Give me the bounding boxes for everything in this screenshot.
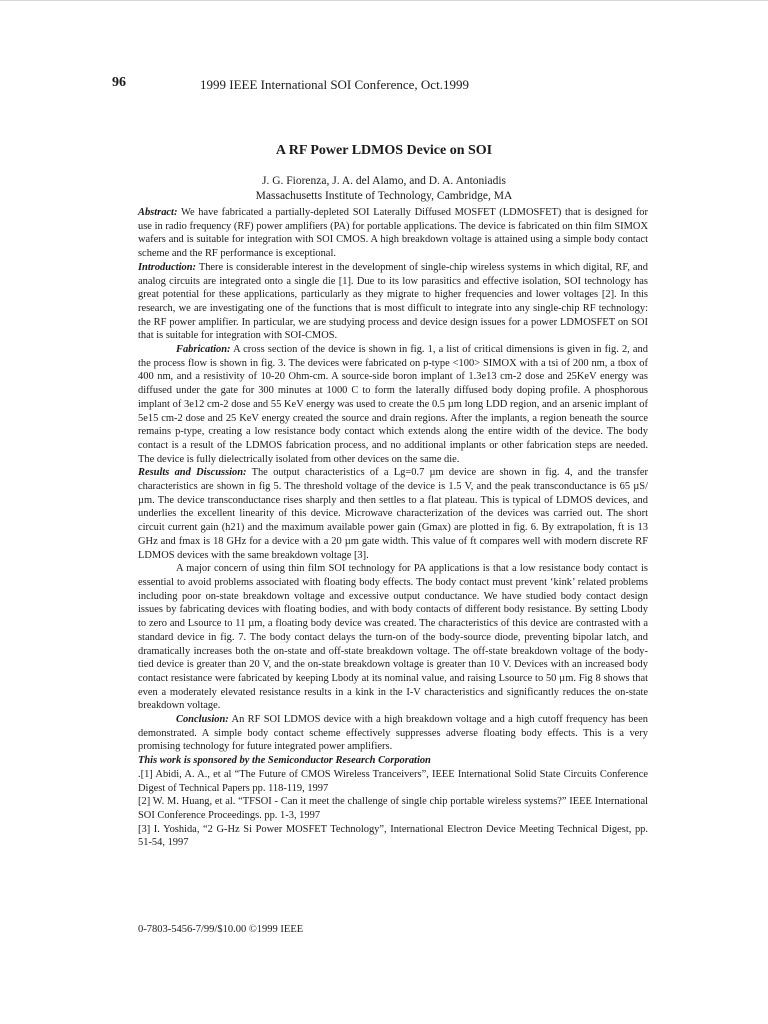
paper-title: A RF Power LDMOS Device on SOI bbox=[275, 143, 493, 158]
results-text: The output characteristics of a Lg=0.7 µm device are shown in fig. 4, and the transfer characteristics are shown in fig 5. The threshold voltage of the device is 1.5 V, and the peak transconductance is 65 µS/µm. The device transconductance rises sharply and then settles to a flat plateau. This is typical of LDMOS devices, and underlies the excellent linearity of this device. Microwave characterization of the devices was carried out. The short circuit current gain (h21) and the maximum available power gain (Gmax) are plotted in fig. 6. By extrapolation, ft is 13 GHz and fmax is 18 GHz for a device with a 20 µm gate width. This value of ft compares well with modern discrete RF LDMOS devices with the same breakdown voltage [3]. bbox=[138, 467, 648, 561]
conclusion-label: Conclusion: bbox=[176, 714, 229, 726]
abstract-label: Abstract: bbox=[138, 207, 178, 218]
reference-2: [2] W. M. Huang, et al. “TFSOI - Can it meet the challenge of single chip portable wireless systems?” IEEE International SOI Conference Proceedings. pp. 1-3, 1997 bbox=[138, 796, 648, 821]
top-rule bbox=[0, 0, 768, 1]
conclusion-text: An RF SOI LDMOS device with a high breakdown voltage and a high cutoff frequency has been demonstrated. A simple body contact scheme effectively suppresses adverse floating body effects. This is a very promising technology for future integrated power amplifiers. bbox=[138, 714, 648, 753]
results-label: Results and Discussion: bbox=[138, 467, 247, 479]
introduction-paragraph bbox=[138, 261, 648, 343]
body-text bbox=[138, 206, 648, 850]
fabrication-paragraph bbox=[138, 343, 648, 466]
running-header: 1999 IEEE International SOI Conference, Oct.1999 bbox=[200, 77, 469, 92]
footer-copyright: 0-7803-5456-7/99/$10.00 ©1999 IEEE bbox=[138, 924, 304, 935]
reference-3: [3] I. Yoshida, “2 G-Hz Si Power MOSFET Technology”, International Electron Device Meeting Technical Digest, pp. 51-54, 1997 bbox=[138, 823, 648, 849]
fabrication-text: A cross section of the device is shown in fig. 1, a list of critical dimensions is given in fig. 2, and the process flow is shown in fig. 3. The devices were fabricated on p-type <100> SIMOX with a tsi of 200 nm, a tbox of 400 nm, and a resistivity of 10-20 Ohm-cm. A source-side boron implant of 1.3e13 cm-2 dose and 25KeV energy was diffused under the gate for 300 minutes at 1000 C to form the laterally diffused body doping profile. A phosphorous implant of 3e12 cm-2 dose and 55 KeV energy was used to create the 0.5 µm long LDD region, and an arsenic implant of 5e15 cm-2 dose and 25 KeV energy created the source and drain regions. After the implants, a region beneath the source remains p-type, creating a low resistance body contact which extends along the entire width of the device. The body contact is a result of the LDMOS fabrication process, and no additional implants or other fabrication steps are needed. The device is fully dielectrically isolated from other devices on the same die. bbox=[138, 344, 648, 465]
conclusion-paragraph bbox=[138, 713, 648, 754]
body-contact-text: A major concern of using thin film SOI technology for PA applications is that a low resistance body contact is essential to avoid problems associated with floating body effects. The body contact must prevent ‘kink’ related problems including poor on-state breakdown voltage and excessive output conductance. We have studied body contact design issues by fabricating devices with floating bodies, and with body contacts of different body resistance. By setting Lbody to zero and Lsource to 11 µm, a floating body device was created. The characteristics of this device are contrasted with a standard device in fig. 7. The body contact delays the turn-on of the body-source diode, preventing bipolar latch, and dramatically increases both the on-state and off-state breakdown voltage. The off-state breakdown voltage of the body-tied device is greater than 20 V, and the on-state breakdown voltage is greater than 10 V. Devices with an increased body contact resistance were fabricated by keeping Lbody at its nominal value, and raising Lsource to 50 µm. Fig 8 shows that even a moderately elevated resistance results in a kink in the I-V characteristics and significantly reduces the on-state breakdown voltage. bbox=[138, 563, 648, 712]
acknowledgment: This work is sponsored by the Semiconductor Research Corporation bbox=[138, 755, 431, 767]
results-paragraph bbox=[138, 466, 648, 562]
abstract-paragraph bbox=[138, 206, 648, 261]
authors: J. G. Fiorenza, J. A. del Alamo, and D. A. Antoniadis bbox=[261, 175, 507, 187]
author-block bbox=[0, 174, 768, 204]
introduction-text: There is considerable interest in the development of single-chip wireless systems in which digital, RF, and analog circuits are integrated onto a single die [1]. Due to its low parasitics and effective isolation, SOI technology has great potential for these applications, particularly as they migrate to higher frequencies and lower voltages [2]. In this research, we are investigating one of the functions that is most difficult to integrate into any single-chip RF technology: the RF power amplifier. In particular, we are studying process and device design issues for a power LDMOSFET on SOI that is suitable for integration with SOI-CMOS. bbox=[138, 261, 648, 342]
page-number: 96 bbox=[112, 75, 126, 90]
reference-1: .[1] Abidi, A. A., et al “The Future of CMOS Wireless Tranceivers”, IEEE International Solid State Circuits Conference Digest of Technical Papers pp. 118-119, 1997 bbox=[138, 768, 648, 794]
abstract-text: We have fabricated a partially-depleted SOI Laterally Diffused MOSFET (LDMOSFET) that is designed for use in radio frequency (RF) power amplifiers (PA) for portable applications. The device is fabricated on thin film SIMOX wafers and is suitable for integration with SOI CMOS. A high breakdown voltage is attained using a simple body contact scheme and the RF performance is exceptional. bbox=[138, 207, 648, 260]
fabrication-label: Fabrication: bbox=[176, 344, 231, 356]
body-contact-paragraph bbox=[138, 562, 648, 713]
affiliation: Massachusetts Institute of Technology, Cambridge, MA bbox=[255, 190, 513, 202]
introduction-label: Introduction: bbox=[138, 261, 197, 273]
